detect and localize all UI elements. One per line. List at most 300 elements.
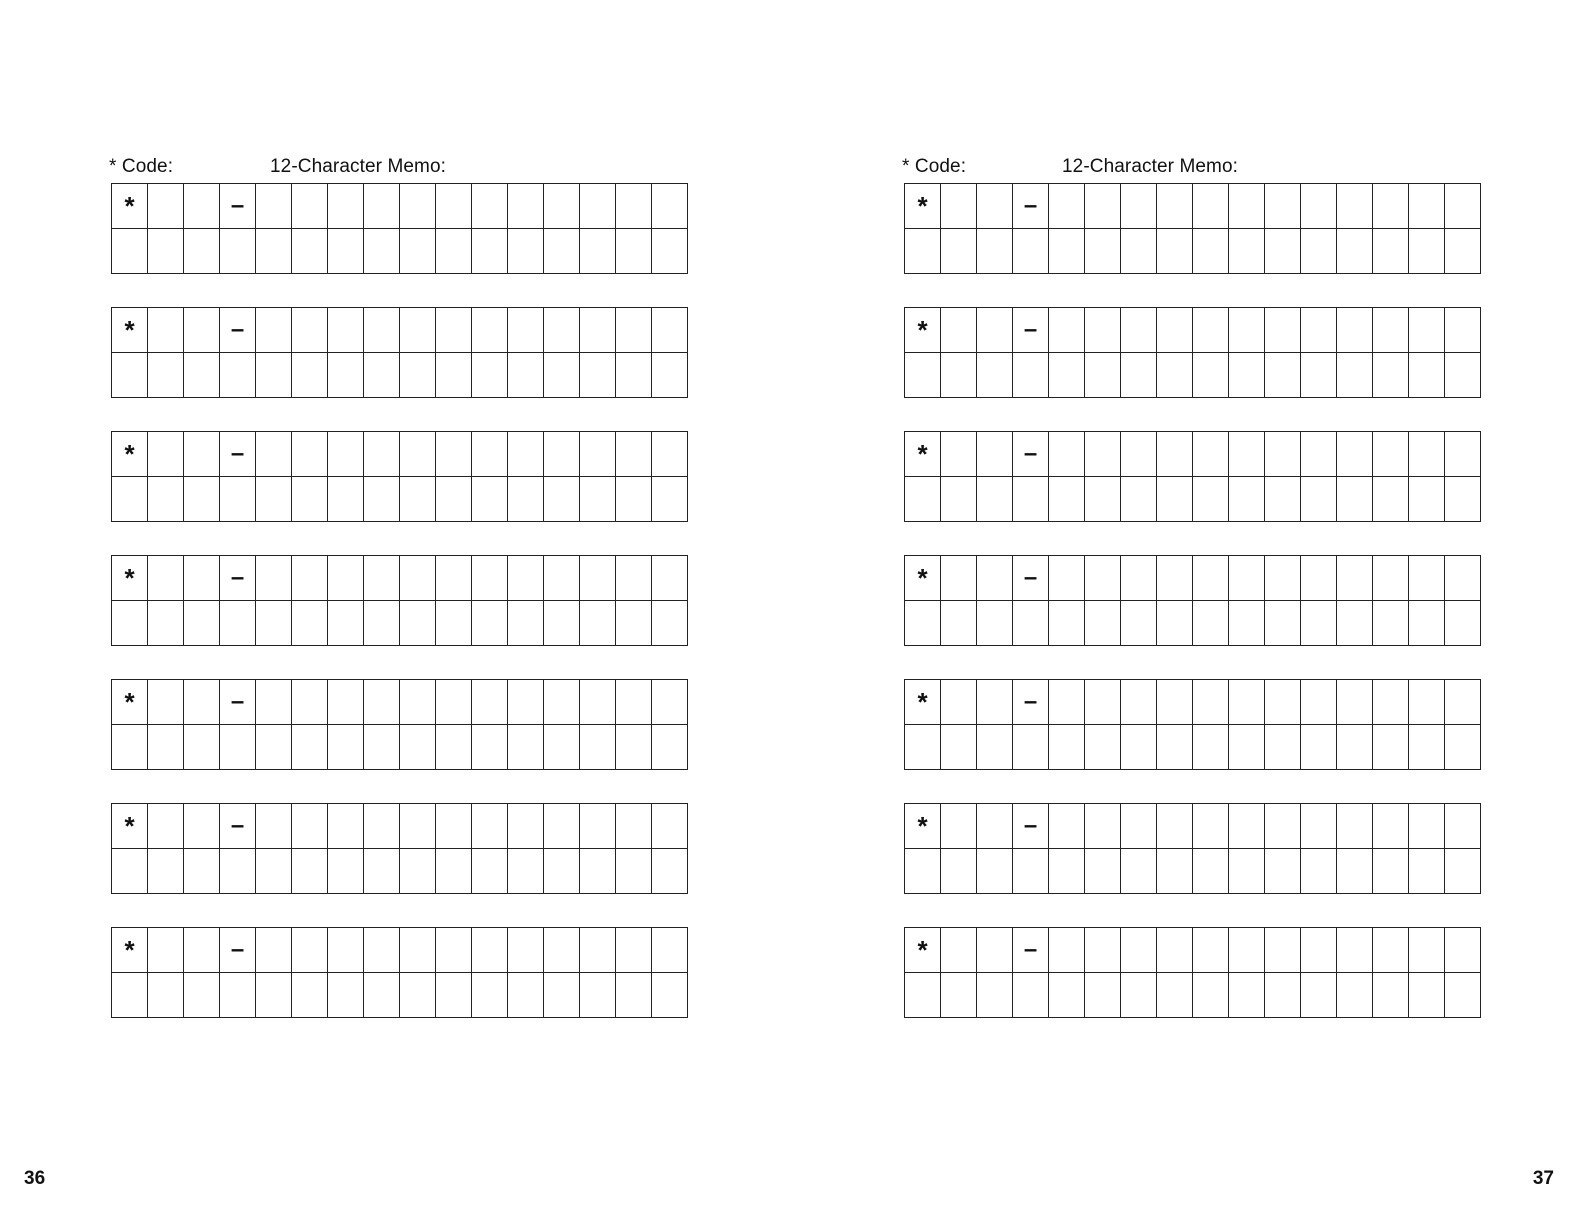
character-box xyxy=(1049,432,1085,477)
star-mark: * xyxy=(112,680,148,725)
entry-grid xyxy=(111,555,688,646)
character-box xyxy=(1049,184,1085,229)
character-box xyxy=(1121,680,1157,725)
character-box xyxy=(328,849,364,894)
character-box xyxy=(544,556,580,601)
character-box xyxy=(1085,229,1121,274)
character-box xyxy=(508,725,544,770)
character-box xyxy=(1121,353,1157,398)
character-box xyxy=(508,477,544,522)
code-label: * Code: xyxy=(902,156,967,177)
character-box xyxy=(364,308,400,353)
character-box xyxy=(400,184,436,229)
character-box xyxy=(472,928,508,973)
character-box xyxy=(1265,928,1301,973)
character-box xyxy=(616,308,652,353)
character-box xyxy=(1337,725,1373,770)
character-box xyxy=(184,601,220,646)
character-box xyxy=(508,556,544,601)
character-box xyxy=(1193,477,1229,522)
character-box xyxy=(977,680,1013,725)
character-box xyxy=(652,308,688,353)
character-box xyxy=(1121,928,1157,973)
character-box xyxy=(292,680,328,725)
character-box xyxy=(436,725,472,770)
character-box xyxy=(436,477,472,522)
character-box xyxy=(652,556,688,601)
character-box xyxy=(652,601,688,646)
character-box xyxy=(328,601,364,646)
character-box xyxy=(292,184,328,229)
character-box xyxy=(544,308,580,353)
star-mark: * xyxy=(905,308,941,353)
character-box xyxy=(1301,556,1337,601)
character-box xyxy=(328,680,364,725)
character-box xyxy=(941,308,977,353)
memo-label: 12-Character Memo: xyxy=(1062,156,1239,177)
memo-row xyxy=(112,601,688,646)
character-box xyxy=(436,601,472,646)
entry-grid xyxy=(111,307,688,398)
character-box xyxy=(1409,353,1445,398)
character-box xyxy=(1337,184,1373,229)
character-box xyxy=(508,973,544,1018)
character-box xyxy=(1445,725,1481,770)
dash-mark: – xyxy=(1013,556,1049,601)
entry-grid xyxy=(904,307,1481,398)
code-row xyxy=(905,680,1481,725)
code-memo-entry xyxy=(904,431,1481,522)
character-box xyxy=(1445,432,1481,477)
entry-grid xyxy=(111,679,688,770)
character-box xyxy=(364,973,400,1018)
character-box xyxy=(1085,184,1121,229)
dash-mark: – xyxy=(220,308,256,353)
character-box xyxy=(256,556,292,601)
code-memo-entry xyxy=(111,307,688,398)
entry-grid xyxy=(904,431,1481,522)
character-box xyxy=(1445,928,1481,973)
page-number: 37 xyxy=(1532,1168,1554,1189)
code-row xyxy=(905,184,1481,229)
character-box xyxy=(1049,556,1085,601)
character-box xyxy=(112,849,148,894)
character-box xyxy=(436,556,472,601)
character-box xyxy=(364,229,400,274)
star-mark: * xyxy=(112,308,148,353)
character-box xyxy=(1265,849,1301,894)
character-box xyxy=(364,432,400,477)
character-box xyxy=(905,725,941,770)
entry-grid xyxy=(111,431,688,522)
character-box xyxy=(544,432,580,477)
character-box xyxy=(1373,353,1409,398)
character-box xyxy=(364,725,400,770)
character-box xyxy=(616,928,652,973)
character-box xyxy=(616,353,652,398)
character-box xyxy=(1049,849,1085,894)
character-box xyxy=(1229,477,1265,522)
character-box xyxy=(652,432,688,477)
character-box xyxy=(328,353,364,398)
character-box xyxy=(508,849,544,894)
character-box xyxy=(256,680,292,725)
character-box xyxy=(184,353,220,398)
character-box xyxy=(364,184,400,229)
character-box xyxy=(616,556,652,601)
character-box xyxy=(256,804,292,849)
star-mark: * xyxy=(905,184,941,229)
character-box xyxy=(652,229,688,274)
character-box xyxy=(1121,184,1157,229)
character-box xyxy=(184,928,220,973)
character-box xyxy=(220,725,256,770)
character-box xyxy=(436,849,472,894)
code-memo-entry xyxy=(904,183,1481,274)
character-box xyxy=(1193,928,1229,973)
character-box xyxy=(977,849,1013,894)
character-box xyxy=(472,804,508,849)
character-box xyxy=(977,229,1013,274)
character-box xyxy=(1085,928,1121,973)
character-box xyxy=(400,973,436,1018)
character-box xyxy=(1337,804,1373,849)
character-box xyxy=(1013,353,1049,398)
code-memo-entry xyxy=(111,679,688,770)
character-box xyxy=(616,432,652,477)
character-box xyxy=(1049,601,1085,646)
character-box xyxy=(977,432,1013,477)
character-box xyxy=(1373,432,1409,477)
character-box xyxy=(1301,680,1337,725)
character-box xyxy=(256,601,292,646)
character-box xyxy=(905,477,941,522)
dash-mark: – xyxy=(1013,308,1049,353)
character-box xyxy=(436,804,472,849)
character-box xyxy=(1085,973,1121,1018)
character-box xyxy=(1265,556,1301,601)
character-box xyxy=(1301,973,1337,1018)
character-box xyxy=(508,680,544,725)
character-box xyxy=(256,849,292,894)
character-box xyxy=(256,725,292,770)
dash-mark: – xyxy=(1013,432,1049,477)
character-box xyxy=(1121,601,1157,646)
star-mark: * xyxy=(905,804,941,849)
memo-label: 12-Character Memo: xyxy=(270,156,447,177)
character-box xyxy=(328,928,364,973)
character-box xyxy=(328,477,364,522)
star-mark: * xyxy=(905,432,941,477)
character-box xyxy=(472,353,508,398)
character-box xyxy=(472,432,508,477)
character-box xyxy=(220,973,256,1018)
character-box xyxy=(1265,184,1301,229)
character-box xyxy=(616,601,652,646)
character-box xyxy=(1373,601,1409,646)
character-box xyxy=(1301,725,1337,770)
character-box xyxy=(364,928,400,973)
character-box xyxy=(1301,184,1337,229)
character-box xyxy=(472,477,508,522)
code-row xyxy=(112,308,688,353)
dash-mark: – xyxy=(220,804,256,849)
character-box xyxy=(1265,308,1301,353)
character-box xyxy=(112,353,148,398)
character-box xyxy=(652,477,688,522)
character-box xyxy=(436,184,472,229)
character-box xyxy=(580,804,616,849)
character-box xyxy=(580,556,616,601)
character-box xyxy=(1157,601,1193,646)
character-box xyxy=(652,804,688,849)
character-box xyxy=(184,229,220,274)
character-box xyxy=(1229,432,1265,477)
character-box xyxy=(941,804,977,849)
star-mark: * xyxy=(905,928,941,973)
character-box xyxy=(400,725,436,770)
character-box xyxy=(1409,928,1445,973)
character-box xyxy=(580,432,616,477)
memo-row xyxy=(112,849,688,894)
character-box xyxy=(220,477,256,522)
character-box xyxy=(1229,353,1265,398)
code-row xyxy=(905,432,1481,477)
character-box xyxy=(1409,680,1445,725)
character-box xyxy=(400,601,436,646)
character-box xyxy=(328,556,364,601)
character-box xyxy=(1445,353,1481,398)
character-box xyxy=(941,229,977,274)
character-box xyxy=(1193,601,1229,646)
character-box xyxy=(472,680,508,725)
character-box xyxy=(1229,928,1265,973)
code-memo-entry xyxy=(904,307,1481,398)
character-box xyxy=(364,353,400,398)
character-box xyxy=(1121,477,1157,522)
character-box xyxy=(1013,229,1049,274)
character-box xyxy=(1373,680,1409,725)
character-box xyxy=(400,680,436,725)
character-box xyxy=(544,725,580,770)
character-box xyxy=(1373,229,1409,274)
character-box xyxy=(1373,556,1409,601)
code-row xyxy=(112,804,688,849)
character-box xyxy=(328,432,364,477)
character-box xyxy=(616,477,652,522)
character-box xyxy=(977,477,1013,522)
character-box xyxy=(1265,229,1301,274)
dash-mark: – xyxy=(220,556,256,601)
character-box xyxy=(1265,432,1301,477)
character-box xyxy=(148,680,184,725)
character-box xyxy=(1049,973,1085,1018)
character-box xyxy=(1157,229,1193,274)
character-box xyxy=(580,308,616,353)
character-box xyxy=(1301,229,1337,274)
character-box xyxy=(1301,308,1337,353)
character-box xyxy=(148,556,184,601)
code-row xyxy=(112,556,688,601)
character-box xyxy=(148,184,184,229)
character-box xyxy=(1085,308,1121,353)
character-box xyxy=(472,184,508,229)
character-box xyxy=(1337,308,1373,353)
star-mark: * xyxy=(112,432,148,477)
character-box xyxy=(292,725,328,770)
character-box xyxy=(436,928,472,973)
character-box xyxy=(436,432,472,477)
character-box xyxy=(977,556,1013,601)
code-row xyxy=(112,928,688,973)
character-box xyxy=(184,849,220,894)
code-memo-entry xyxy=(111,927,688,1018)
character-box xyxy=(1337,229,1373,274)
character-box xyxy=(256,477,292,522)
character-box xyxy=(580,680,616,725)
character-box xyxy=(256,973,292,1018)
character-box xyxy=(1157,680,1193,725)
code-row xyxy=(905,928,1481,973)
character-box xyxy=(1085,804,1121,849)
character-box xyxy=(1409,432,1445,477)
character-box xyxy=(1229,680,1265,725)
code-row xyxy=(112,432,688,477)
character-box xyxy=(436,353,472,398)
star-mark: * xyxy=(112,556,148,601)
character-box xyxy=(292,804,328,849)
character-box xyxy=(292,556,328,601)
character-box xyxy=(544,849,580,894)
page-number: 36 xyxy=(24,1168,46,1189)
character-box xyxy=(472,725,508,770)
character-box xyxy=(1229,601,1265,646)
character-box xyxy=(1409,308,1445,353)
character-box xyxy=(1049,353,1085,398)
dash-mark: – xyxy=(1013,680,1049,725)
memo-row xyxy=(112,973,688,1018)
star-mark: * xyxy=(112,184,148,229)
character-box xyxy=(1373,477,1409,522)
character-box xyxy=(148,477,184,522)
character-box xyxy=(580,849,616,894)
character-box xyxy=(1265,725,1301,770)
character-box xyxy=(905,601,941,646)
character-box xyxy=(1157,928,1193,973)
character-box xyxy=(184,725,220,770)
memo-row xyxy=(112,353,688,398)
code-label: * Code: xyxy=(109,156,174,177)
character-box xyxy=(1085,601,1121,646)
character-box xyxy=(1121,229,1157,274)
character-box xyxy=(1049,477,1085,522)
character-box xyxy=(1013,725,1049,770)
character-box xyxy=(1265,601,1301,646)
memo-row xyxy=(905,849,1481,894)
code-row xyxy=(905,556,1481,601)
dash-mark: – xyxy=(1013,804,1049,849)
character-box xyxy=(1193,308,1229,353)
character-box xyxy=(436,973,472,1018)
character-box xyxy=(364,601,400,646)
character-box xyxy=(364,556,400,601)
memo-row xyxy=(905,725,1481,770)
character-box xyxy=(184,308,220,353)
character-box xyxy=(1193,229,1229,274)
code-memo-entry xyxy=(111,555,688,646)
star-mark: * xyxy=(905,556,941,601)
character-box xyxy=(148,229,184,274)
character-box xyxy=(508,601,544,646)
character-box xyxy=(1445,477,1481,522)
character-box xyxy=(544,184,580,229)
character-box xyxy=(1157,184,1193,229)
character-box xyxy=(941,680,977,725)
character-box xyxy=(364,680,400,725)
character-box xyxy=(1445,229,1481,274)
character-box xyxy=(292,973,328,1018)
character-box xyxy=(1337,432,1373,477)
character-box xyxy=(544,973,580,1018)
character-box xyxy=(544,353,580,398)
character-box xyxy=(941,601,977,646)
character-box xyxy=(652,973,688,1018)
character-box xyxy=(436,308,472,353)
character-box xyxy=(400,477,436,522)
right-page xyxy=(797,0,1594,1224)
character-box xyxy=(1013,477,1049,522)
dash-mark: – xyxy=(220,928,256,973)
character-box xyxy=(292,928,328,973)
character-box xyxy=(1445,556,1481,601)
character-box xyxy=(1373,973,1409,1018)
star-mark: * xyxy=(112,804,148,849)
character-box xyxy=(328,229,364,274)
character-box xyxy=(1409,725,1445,770)
character-box xyxy=(1049,725,1085,770)
character-box xyxy=(544,804,580,849)
character-box xyxy=(1193,725,1229,770)
character-box xyxy=(1337,680,1373,725)
character-box xyxy=(616,849,652,894)
character-box xyxy=(941,556,977,601)
character-box xyxy=(1301,849,1337,894)
code-row xyxy=(905,804,1481,849)
character-box xyxy=(184,477,220,522)
character-box xyxy=(184,680,220,725)
character-box xyxy=(977,353,1013,398)
code-row xyxy=(905,308,1481,353)
character-box xyxy=(1121,556,1157,601)
character-box xyxy=(977,804,1013,849)
code-memo-entry xyxy=(111,803,688,894)
character-box xyxy=(941,849,977,894)
character-box xyxy=(184,556,220,601)
character-box xyxy=(1193,184,1229,229)
code-row xyxy=(112,184,688,229)
character-box xyxy=(472,308,508,353)
character-box xyxy=(400,432,436,477)
entry-grid xyxy=(904,555,1481,646)
character-box xyxy=(1193,556,1229,601)
star-mark: * xyxy=(905,680,941,725)
character-box xyxy=(112,477,148,522)
character-box xyxy=(1409,804,1445,849)
character-box xyxy=(1229,849,1265,894)
character-box xyxy=(1157,353,1193,398)
character-box xyxy=(1301,477,1337,522)
character-box xyxy=(1337,849,1373,894)
